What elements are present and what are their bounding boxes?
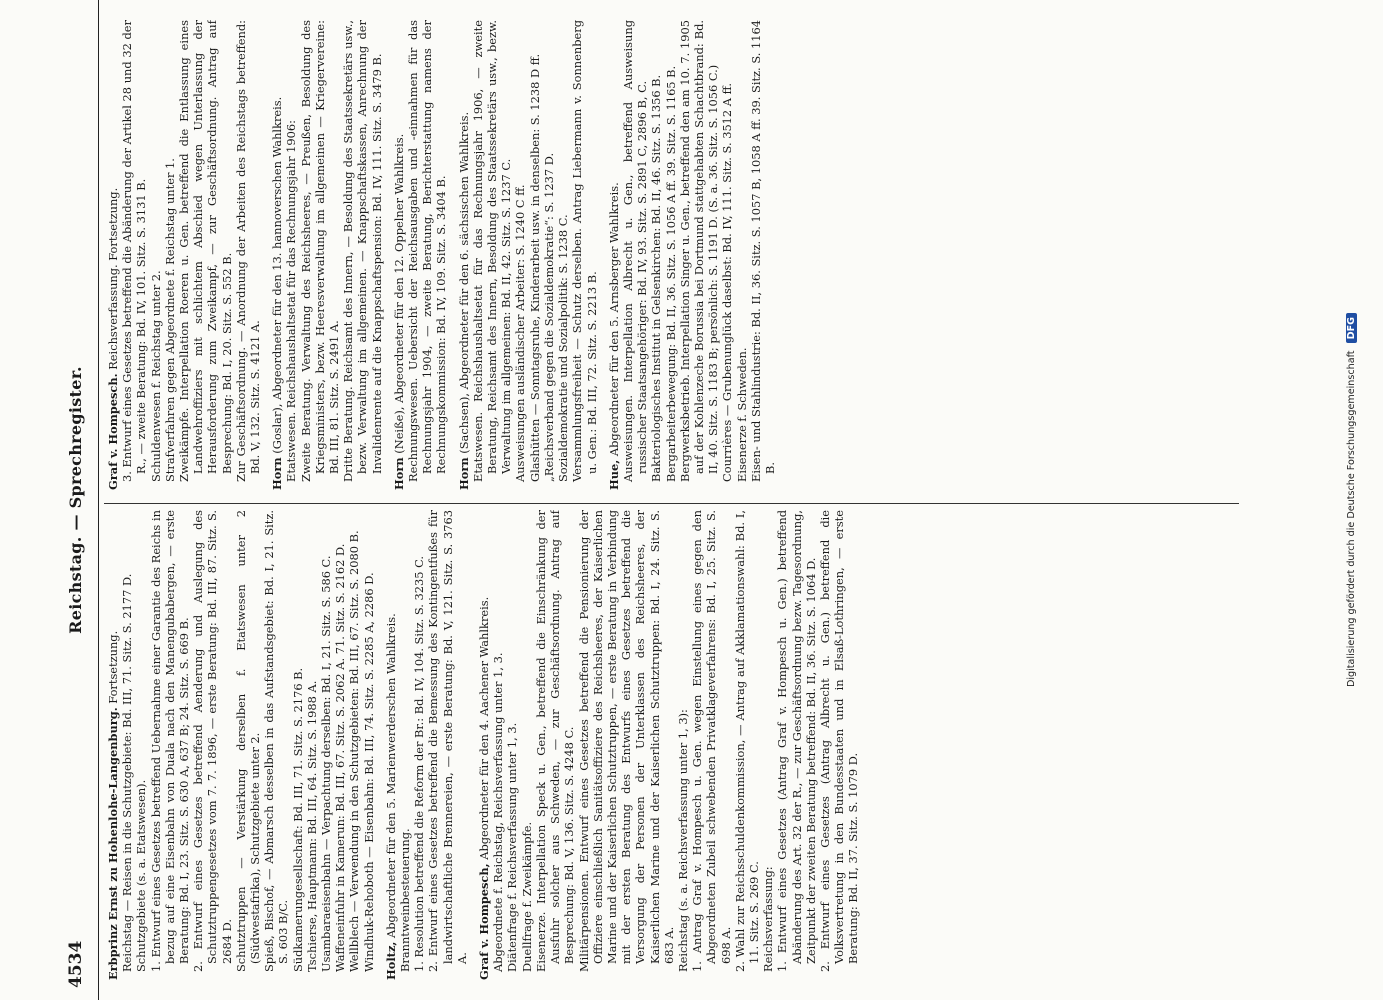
entry-subitem: 2. Entwurf eines Gesetzes betreffend die Bemessung des Kontingentfußes für landwirtschaftliche Brennereien, — erste Beratung: Bd. V, 121. Sitz. S. 3763 A. (426, 510, 469, 972)
register-entry (607, 20, 777, 490)
register-entry (477, 510, 860, 980)
entry-subitem: Schuldenwesen f. Reichstag unter 2. (148, 270, 163, 482)
entry-subitem: Windhuk-Rehoboth — Eisenbahn: Bd. III, 74. Sitz. S. 2285 A, 2286 D. (361, 572, 376, 972)
entry-subitem: Diätenfrage f. Reichsverfassung unter 1, 3. (505, 722, 520, 972)
entry-subitem: 1. Entwurf eines Gesetzes (Antrag Graf v. Hompesch u. Gen.) betreffend Abänderung des Art. 32 der R., — zur Geschäftsordnung bezw. Tagesordnung, Zeitpunkt der zweiten Beratung betreffend: Bd. II, 36. Sitz. S. 1064 D. (775, 510, 818, 972)
entry-subitem: Etatswesen. Reichshaushaltsetat für das Rechnungsjahr 1906, — zweite Beratung, Reichsamt des Innern, Besoldung des Staatssekretärs usw., bezw. Verwaltung im allgemeinen: Bd. II, 42. Sitz. S. 1237 C. (470, 20, 514, 482)
entry-subitem: „Reichsverband gegen die Sozialdemokratie“: S. 1237 D. (541, 152, 556, 482)
entry-subitem: Strafverfahren gegen Abgeordnete f. Reichstag unter 1. (162, 158, 177, 482)
entry-subitem: Sozialdemokratie und Sozialpolitik: S. 1238 C. (556, 214, 571, 482)
entry-subitem: Glashütten — Sonntagsruhe, Kinderarbeit usw. in denselben: S. 1238 D ff. (527, 53, 542, 482)
entry-subitem: Eisenerze. Interpellation Speck u. Gen., betreffend die Einschränkung der Ausfuhr solcher aus Schweden, — zur Geschäftsordnung. Antrag auf Besprechung: Bd. V, 136. Sitz. S. 4248 C. (533, 510, 577, 972)
entry-name: Hue, (606, 459, 621, 490)
entry-name: Graf v. Hompesch, (477, 863, 492, 980)
entry-name: Horn (270, 457, 285, 490)
entry-subitem: Versammlungsfreiheit — Schutz derselben. Antrag Liebermann v. Sonnenberg u. Gen.: Bd. III, 72. Sitz. S. 2213 B. (570, 20, 599, 482)
left-column (106, 510, 1236, 980)
entry-name: Erbprinz Ernst zu Hohenlohe-Langenburg. (106, 707, 120, 980)
right-column (106, 20, 1236, 490)
entry-subitem: Schutzgebiete (s. a. Etatswesen). (134, 779, 149, 972)
register-entry (457, 20, 599, 490)
entry-subitem: Südkamerungesellschaft: Bd. III, 71. Sitz. S. 2176 B. (290, 667, 305, 972)
entry-description: (Sachsen), Abgeordneter für den 6. sächsischen Wahlkreis. (456, 111, 471, 454)
entry-description: (Goslar), Abgeordneter für den 13. hannoverschen Wahlkreis. (270, 96, 285, 454)
page-title: Reichstag. — Sprechregister. (66, 366, 85, 634)
page-number: 4534 (66, 940, 86, 988)
entry-subitem: Duellfrage f. Zweikämpfe. (519, 821, 534, 972)
entry-subitem: 2. Entwurf eines Gesetzes (Antrag Albrecht u. Gen.) betreffend die Volksvertretung in den Bundesstaaten und in Elsaß-Lothringen, — erste Beratung: Bd. II, 37. Sitz. S. 1079 D. (817, 510, 861, 972)
register-entry (384, 510, 469, 980)
digitization-credit (1346, 0, 1357, 1000)
entry-subitem: Reichstag (s. a. Reichsverfassung unter 1, 3): (675, 709, 690, 972)
entry-subitem: Bakteriologisches Institut in Gelsenkirchen: Bd. II, 46. Sitz. S. 1356 B. (649, 74, 664, 482)
entry-subitem: Eisen- und Stahlindustrie: Bd. II, 36. Sitz. S. 1057 B, 1058 A ff. 39. Sitz. S. 1164 B. (748, 20, 777, 482)
entry-subitem: Reichstag — Reisen in die Schutzgebiete: Bd. III, 71. Sitz. S. 2177 D. (120, 573, 135, 972)
entry-description: (Neiße), Abgeordneter für den 12. Oppelner Wahlkreis. (391, 133, 406, 454)
entry-subitem: Rechnungswesen. Uebersicht der Reichsausgaben und -einnahmen für das Rechnungsjahr 1904, — zweite Beratung, Berichterstattung namens der Rechnungskommission: Bd. IV, 109. Sitz. S. 3404 B. (406, 20, 449, 482)
entry-name: Holtz, (383, 941, 398, 980)
entry-name: Horn (391, 457, 406, 490)
entry-subitem: Waffeneinfuhr in Kamerun: Bd. III, 67. Sitz. S. 2062 A. 71. Sitz. S. 2162 D. (333, 543, 348, 972)
entry-subitem: 2. Wahl zur Reichsschuldenkommission, — Antrag auf Akklamationswahl: Bd. I, 11. Sitz. S. 269 C. (732, 510, 761, 972)
entry-subitem: 3. Entwurf eines Gesetzes betreffend die Abänderung der Artikel 28 und 32 der R., — zweite Beratung: Bd. IV, 101. Sitz. S. 3131 B. (120, 20, 149, 482)
register-entry (106, 20, 262, 490)
entry-subitem: 1. Resolution betreffend die Reform der Br.: Bd. IV, 104. Sitz. S. 3235 C. (412, 556, 427, 972)
entry-subitem: Abgeordnete f. Reichstag, Reichsverfassung unter 1, 3. (491, 652, 506, 972)
entry-subitem: 1. Entwurf eines Gesetzes betreffend Uebernahme einer Garantie des Reichs in bezug auf eine Eisenbahn von Duala nach den Manengubabergen, — erste Beratung: Bd. I, 23. Sitz. S. 630 A, 637 B; 24. Sitz. S. 669 B. (148, 510, 192, 972)
entry-description: Abgeordneter für den 4. Aachener Wahlkreis. (477, 596, 492, 860)
entry-subitem: Militärpensionen. Entwurf eines Gesetzes betreffend die Pensionierung der Offiziere einschließlich Sanitätsoffiziere des Reichsheeres, der Kaiserlichen Marine und der Kaiserlichen Schutztruppen, — erste Beratung in Verbindung mit der ersten Beratung des Entwurfs eines Gesetzes betreffend die Versorgung der Personen der Unterklassen des Reichsheeres, der Kaiserlichen Marine und der Kaiserlichen Schutztruppen: Bd. I, 24. Sitz. S. 683 A. (576, 510, 676, 972)
register-entry (270, 20, 384, 490)
entry-subitem: Spieß, Bischof, — Abmarsch desselben in das Aufstandsgebiet: Bd. I, 21. Sitz. S. 603 B/C. (262, 510, 291, 972)
entry-subitem: Etatswesen. Reichshaushaltsetat für das Rechnungsjahr 1906: (284, 120, 299, 482)
page-header (58, 0, 99, 1000)
dfg-logo: DFG (1346, 313, 1357, 343)
entry-subitem: Usambaraeisenbahn — Verpachtung derselben: Bd. I, 21. Sitz. S. 586 C. (319, 555, 334, 972)
entry-subitem: Dritte Beratung. Reichsamt des Innern, — Besoldung des Staatssekretärs usw., bezw. Verwaltung im allgemeinen. — Knappschaftskassen, Anrechnung der Invalidenrente auf die Knappschaftspension: Bd. IV, 111. Sitz. S. 3479 B. (341, 20, 384, 482)
entry-name: Horn (456, 457, 471, 490)
entry-subitem: Ausweisungen ausländischer Arbeiter: S. 1240 C ff. (513, 184, 528, 482)
entry-subitem: Ausweisungen. Interpellation Albrecht u. Gen., betreffend Ausweisung russischer Staatsangehöriger: Bd. IV, 93. Sitz. S. 2891 C, 2896 B, C. (620, 20, 650, 482)
entry-subitem: Zweikämpfe. Interpellation Roeren u. Gen. betreffend die Entlassung eines Landwehroffiziers mit schlichtem Abschied wegen Unterlassung der Herausforderung zum Zweikampf, — zur Geschäftsordnung. Antrag auf Besprechung: Bd. I, 20. Sitz. S. 552 B. (177, 20, 234, 482)
entry-description: Fortsetzung. (106, 630, 120, 704)
entry-subitem: Wellblech — Verwendung in den Schutzgebieten: Bd. III, 67. Sitz. S. 2080 B. (347, 530, 362, 972)
entry-subitem: 2. Entwurf eines Gesetzes betreffend Aenderung und Auslegung des Schutztruppengesetzes vom 7. 7. 1896, — erste Beratung: Bd. III, 87. Sitz. S. 2684 D. (191, 510, 234, 972)
entry-subitem: Schutztruppen — Verstärkung derselben f. Etatswesen unter 2 (Südwestafrika), Schutzgebiete unter 2. (233, 510, 263, 972)
register-entry (392, 20, 449, 490)
entry-description: Reichsverfassung. Fortsetzung. (106, 187, 120, 370)
column-divider (104, 503, 1239, 504)
entry-subitem: Zweite Beratung. Verwaltung des Reichsheeres, — Preußen, Besoldung des Kriegsministers, bezw. Heeresverwaltung im allgemeinen — Kriegervereine: Bd. III, 81. Sitz. S. 2491 A. (298, 20, 342, 482)
entry-subitem: Branntweinbesteuerung. (398, 828, 413, 972)
entry-subitem: Courrières — Grubenunglück daselbst: Bd. IV, 111. Sitz. S. 3512 A ff. (720, 83, 735, 482)
entry-subitem: Reichsverfassung: (761, 866, 776, 972)
entry-subitem: Tschierse, Hauptmann: Bd. III, 64. Sitz. S. 1988 A. (304, 680, 319, 972)
entry-description: Abgeordneter für den 5. Marienwerderschen Wahlkreis. (383, 613, 398, 938)
register-entry (106, 510, 376, 980)
credit-text: Digitalisierung gefördert durch die Deutsche Forschungsgemeinschaft (1346, 350, 1357, 688)
entry-description: Abgeordneter für den 5. Arnsberger Wahlkreis. (606, 182, 621, 457)
entry-subitem: Eisenerze f. Schweden. (734, 347, 749, 482)
entry-subitem: Bergarbeiterbewegung: Bd. II, 36. Sitz. S. 1056 A ff. 39. Sitz. S. 1165 B. (663, 65, 678, 482)
entry-name: Graf v. Hompesch. (106, 373, 120, 490)
entry-subitem: Bergwerksbetrieb. Interpellation Singer u. Gen., betreffend den am 10. 7. 1905 auf der Kohlenzeche Borussia bei Dortmund stattgehabten Schachtbrand: Bd. II, 40. Sitz. S. 1183 B; persönlich: S. 1191 D. (S. a. 36. Sitz. S. 1056 C.) (677, 20, 721, 482)
entry-subitem: 1. Antrag Graf v. Hompesch u. Gen. wegen Einstellung eines gegen den Abgeordneten Zubeil schwebenden Privatklageverfahrens: Bd. I, 25. Sitz. S. 698 A. (690, 510, 733, 972)
entry-subitem: Zur Geschäftsordnung. — Anordnung der Arbeiten des Reichstags betreffend: Bd. V, 132. Sitz. S. 4121 A. (233, 20, 263, 482)
